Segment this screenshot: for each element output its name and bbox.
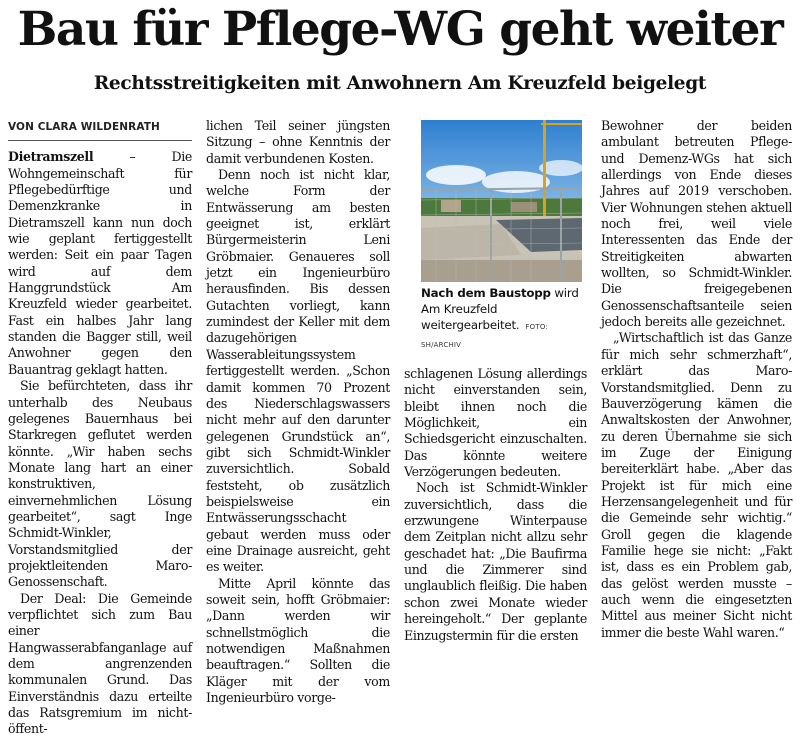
byline: VON CLARA WILDENRATH [8,119,192,141]
article-paragraph: Noch ist Schmidt-Winkler zuversichtlich, dass die erzwungene Winterpause dem Zeitplan nicht allzu sehr geschadet hat: „Die Baufirma und die Zimmerer sind unglaublich fleißig. Die haben schon zwei Monate wieder hereingeholt.“ Der geplante Einzugstermin für die ersten [404,480,587,643]
photo-caption [421,285,586,353]
article-paragraph: Mitte April könnte das soweit sein, hofft Gröbmaier: „Dann werden wir schnellstmöglich die notwendigen Maßnahmen beauftragen.“ Sollten die Kläger mit der vom Ingenieurbüro vorge- [206,575,390,706]
article-paragraph: Sie befürchteten, dass ihr unterhalb des Neubaus gelegenes Bauernhaus bei Starkregen geflutet werden könnte. „Wir haben sechs Monate lang hart an einer konstruktiven, einvernehmlichen Lösung gearbeitet“, sagt Inge Schmidt-Winkler, Vorstandsmitglied der projektleitenden Maro-Genossenschaft. [8,378,192,590]
article-paragraph: Denn noch ist nicht klar, welche Form der Entwässerung am besten geeignet ist, erklärt Bürgermeisterin Leni Gröbmaier. Genaueres soll jetzt ein Ingenieurbüro herausfinden. Bis dessen Gutachten vorliegt, kann zumindest der Keller mit dem dazugehörigen Wasserableitungssystem fertiggestellt werden. „Schon damit kommen 70 Prozent des Niederschlagswassers nicht mehr auf den darunter gelegenen Grundstück an“, gibt sich Schmidt-Winkler zuversichtlich. Sobald feststeht, ob zusätzlich beispielsweise ein Entwässerungsschacht gebaut werden muss oder eine Drainage ausreicht, geht es weiter. [206,167,390,575]
headline: Bau für Pflege-WG geht weiter [17,2,783,57]
construction-site-photo [421,120,582,282]
subheadline: Rechtsstreitigkeiten mit Anwohnern Am Kreuzfeld beigelegt [93,73,707,94]
caption-lead: Nach dem Baustopp [421,286,551,300]
caption-text: wird Am Kreuzfeld weitergearbeitet. [421,286,579,332]
dateline: Dietramszell [8,149,94,165]
article-paragraph: schlagenen Lösung allerdings nicht einverstanden sein, bleibt ihnen noch die Möglichkeit, ein Schiedsgericht einzuschalten. Das könnte weitere Verzögerungen bedeuten. [404,366,587,480]
article-column-3 [404,366,587,644]
article-column-2 [206,118,390,706]
article-column-4 [601,118,792,641]
photo-credit: FOTO: SH/ARCHIV [421,323,548,349]
paragraph-text: – Die Wohngemeinschaft für Pflegebedürftige und Demenzkranke in Dietramszell kann nun doch wie geplant fertiggestellt werden: Seit ein paar Tagen wird auf dem Hanggrundstück Am Kreuzfeld wieder gearbeitet. Fast ein halbes Jahr lang standen die Bagger still, weil Anwohner gegen den Bauantrag geklagt hatten. [8,149,192,377]
article-paragraph [8,149,192,378]
article-paragraph: „Wirtschaftlich ist das Ganze für mich sehr schmerzhaft“, erklärt das Maro-Vorstandsmitglied. Denn zu Bauverzögerung kämen die Anwaltskosten der Anwohner, zu deren Übernahme sie sich im Zuge der Einigung bereiterklärt habe. „Aber das Projekt ist für mich eine Herzensangelegenheit und für die Gemeinde sehr wichtig.“ Groll gegen die klagende Familie hege sie nicht: „Fakt ist, dass es ein Problem gab, das gelöst werden musste – auch wenn die eingesetzten Mittel aus meiner Sicht nicht immer die beste Wahl waren.“ [601,330,792,640]
article-paragraph: Der Deal: Die Gemeinde verpflichtet sich zum Bau einer Hangwasserabfanganlage auf dem angrenzenden kommunalen Grund. Das Einverständnis dazu erteilte das Ratsgremium im nicht-öffent- [8,590,192,737]
article-paragraph: Bewohner der beiden ambulant betreuten Pflege- und Demenz-WGs hat sich allerdings von Ende dieses Jahres auf 2019 verschoben. Vier Wohnungen stehen aktuell noch frei, weil viele Interessenten das Ende der Streitigkeiten abwarten wollten, so Schmidt-Winkler. Die freigegebenen Genossenschaftsanteile seien jedoch bereits alle gezeichnet. [601,118,792,330]
article-paragraph: lichen Teil seiner jüngsten Sitzung – ohne Kenntnis der damit verbundenen Kosten. [206,118,390,166]
article-column-1 [8,119,192,738]
